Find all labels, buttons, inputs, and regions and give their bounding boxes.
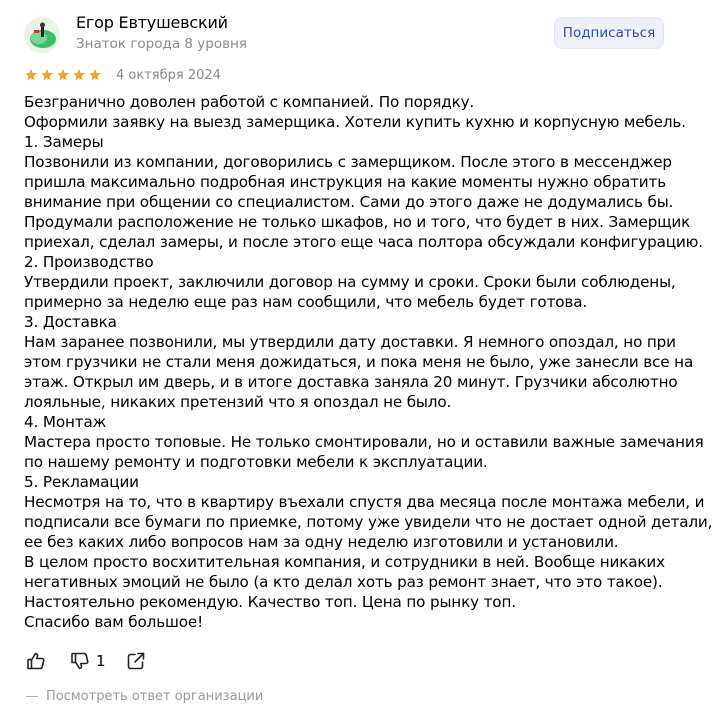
review-line: внимание при общении со специалистом. Сами до этого даже не додумались бы. bbox=[24, 193, 674, 211]
author-name[interactable]: Егор Евтушевский bbox=[76, 13, 228, 32]
thumbs-down-icon[interactable] bbox=[70, 651, 90, 671]
review-line: 4. Монтаж bbox=[24, 413, 107, 431]
review-line: пришла максимально подробная инструкция на какие моменты нужно обратить bbox=[24, 173, 667, 191]
review-line: В целом просто восхитительная компания, и сотрудники в ней. Вообще никаких bbox=[24, 553, 665, 571]
review-date: 4 октября 2024 bbox=[116, 68, 221, 83]
review-line: Мастера просто топовые. Не только смонтировали, но и оставили важные замечания bbox=[24, 433, 704, 451]
review-line: негативных эмоций не было (а кто делал хоть раз ремонт знает, что это такое). bbox=[24, 573, 663, 591]
avatar-icon bbox=[24, 17, 60, 53]
avatar[interactable] bbox=[24, 17, 60, 53]
review-line: подписали все бумаги по приемке, потому уже увидели что не достает одной детали, bbox=[24, 513, 713, 531]
share-icon[interactable] bbox=[126, 651, 146, 671]
star-icon bbox=[40, 68, 54, 82]
review-line: Утвердили проект, заключили договор на сумму и сроки. Сроки были соблюдены, bbox=[24, 273, 676, 291]
review-line: Безгранично доволен работой с компанией. По порядку. bbox=[24, 93, 475, 111]
org-reply-link[interactable] bbox=[26, 689, 263, 704]
dislike-count: 1 bbox=[96, 652, 106, 670]
review-line: Несмотря на то, что в квартиру въехали спустя два месяца после монтажа мебели, и bbox=[24, 493, 705, 511]
star-icon bbox=[72, 68, 86, 82]
star-icon bbox=[88, 68, 102, 82]
review-line: 3. Доставка bbox=[24, 313, 117, 331]
review-line: 2. Производство bbox=[24, 253, 154, 271]
review-line: 1. Замеры bbox=[24, 133, 104, 151]
author-level: Знаток города 8 уровня bbox=[76, 36, 248, 52]
rating-stars bbox=[24, 68, 102, 82]
org-reply-label: Посмотреть ответ организации bbox=[46, 689, 264, 704]
review-line: приехал, сделал замеры, и после этого еще часа полтора обсуждали конфигурацию. bbox=[24, 233, 703, 251]
review-line: ее без каких либо вопросов нам за одну неделю изготовили и установили. bbox=[24, 533, 619, 551]
dash-divider bbox=[26, 696, 38, 697]
review-text bbox=[24, 92, 713, 632]
review-line: Настоятельно рекомендую. Качество топ. Цена по рынку топ. bbox=[24, 593, 516, 611]
subscribe-button[interactable]: Подписаться bbox=[554, 17, 664, 49]
review-line: Продумали расположение не только шкафов, но и того, что будет в них. Замерщик bbox=[24, 213, 691, 231]
review-line: Нам заранее позвонили, мы утвердили дату доставки. Я немного опоздал, но при bbox=[24, 333, 676, 351]
review-line: этаж. Открыл им дверь, и в итоге доставка заняла 20 минут. Грузчики абсолютно bbox=[24, 373, 678, 391]
review-line: по нашему ремонту и подготовки мебели к эксплуатации. bbox=[24, 453, 488, 471]
star-icon bbox=[24, 68, 38, 82]
review-line: Позвонили из компании, договорились с замерщиком. После этого в мессенджер bbox=[24, 153, 672, 171]
review-line: примерно за неделю еще раз нам сообщили, что мебель будет готова. bbox=[24, 293, 588, 311]
review-line: этом грузчики не стали меня дожидаться, и пока меня не было, уже занесли все на bbox=[24, 353, 694, 371]
review-line: лояльные, никаких претензий что я опоздал не было. bbox=[24, 393, 452, 411]
review-actions bbox=[26, 651, 146, 671]
star-icon bbox=[56, 68, 70, 82]
review-line: 5. Рекламации bbox=[24, 473, 139, 491]
review-line: Оформили заявку на выезд замерщика. Хотели купить кухню и корпусную мебель. bbox=[24, 113, 686, 131]
review-line: Спасибо вам большое! bbox=[24, 613, 204, 631]
thumbs-up-icon[interactable] bbox=[26, 651, 46, 671]
